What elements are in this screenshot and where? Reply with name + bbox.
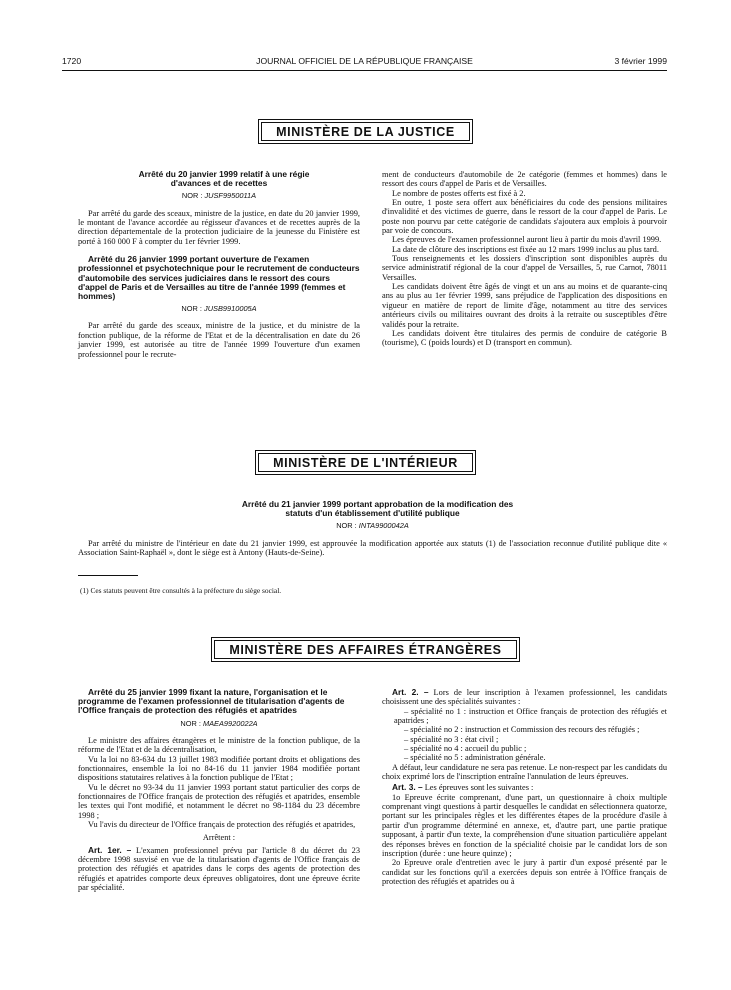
paragraph: Par arrêté du garde des sceaux, ministre de la justice, en date du 20 janvier 1999, le montant de l'avance accordée au régisseur d'avances et de recettes auprès de la direction départementale de la protection judiciaire de la jeunesse du Finistère est porté à 160 000 F à compter du 1er février 1999. (78, 208, 360, 246)
journal-title: JOURNAL OFFICIEL DE LA RÉPUBLIQUE FRANÇAISE (256, 56, 473, 66)
article-3: Art. 3. – Les épreuves sont les suivantes : (392, 782, 534, 793)
section-title: MINISTÈRE DES AFFAIRES ÉTRANGÈRES (214, 640, 516, 659)
speciality-item: – spécialité no 5 : administration générale. (404, 753, 546, 763)
section-title: MINISTÈRE DE L'INTÉRIEUR (258, 453, 473, 472)
footnote-rule (78, 575, 138, 576)
arretent: Arrêtent : (202, 833, 236, 843)
paragraph: ment de conducteurs d'automobile de 2e catégorie (femmes et hommes) dans le ressort des cours d'appel de Paris et de Versailles. (382, 170, 667, 189)
speciality-item: – spécialité no 1 : instruction et Office français de protection des réfugiés et apatrides ; (394, 706, 667, 726)
justice-left-column (78, 170, 360, 359)
decree-title: Arrêté du 20 janvier 1999 relatif à une régie d'avances et de recettes (138, 169, 310, 189)
paragraph: Les candidats doivent être titulaires des permis de conduire de catégorie B (tourisme), C (poids lourds) et D (transport en commun). (382, 328, 667, 348)
section-justice (0, 119, 731, 144)
article-2: Art. 2. – Lors de leur inscription à l'examen professionnel, les candidats choisissent une des spécialités suivantes : (382, 687, 667, 707)
paragraph: 1o Epreuve écrite comprenant, d'une part, un questionnaire à choix multiple comprenant vingt questions à partir desquelles le candidat en sélectionnera quatorze, portant sur les principales règles et les différentes étapes de la procédure d'asile à partir d'un programme déterminé en annexe, et, d'autre part, une partie pratique supposant, à partir d'un texte, la compréhension d'une situation particulière appelant des réponses brèves en fonction de la spécialité choisie par le candidat lors de son inscription (durée : une heure quinze) ; (382, 792, 667, 858)
section-title: MINISTÈRE DE LA JUSTICE (261, 122, 470, 141)
paragraph: Vu le décret no 93-34 du 11 janvier 1993 portant statut particulier des corps de fonctionnaires de l'Office français de protection des réfugiés et apatrides, ensemble les textes qui l'ont modifié, et notamment le décret no 98-1184 du 23 décembre 1998 ; (78, 782, 360, 820)
paragraph: Les épreuves de l'examen professionnel auront lieu à partir du mois d'avril 1999. (392, 235, 662, 245)
paragraph: En outre, 1 poste sera offert aux bénéficiaires du code des pensions militaires d'invalidité et des victimes de guerre, dans le ressort de la cour d'appel de Paris. Le poste non pourvu par cette catégorie de candidats s'ajoutera aux emplois à pourvoir par voie de concours. (382, 198, 667, 236)
nor-reference: NOR : JUSB9910005A (181, 304, 257, 314)
decree-title: Arrêté du 21 janvier 1999 portant approbation de la modification des statuts d'un établissement d'utilité publique (241, 499, 514, 519)
speciality-item: – spécialité no 3 : état civil ; (404, 734, 499, 744)
paragraph: Les candidats doivent être âgés de vingt et un ans au moins et de quarante-cinq ans au plus au 1er février 1999, sans préjudice de l'application des dispositions en vigueur en matière de report de limite d'âge, notamment au titre des services antérieurs civils ou militaires ouvrant des droits à la retraite ou susceptibles d'être validés pour la retraite. (382, 282, 667, 329)
paragraph: 2o Epreuve orale d'entretien avec le jury à partir d'un exposé présenté par le candidat sur les fonctions qu'il a exercées depuis son entrée à l'Office français de protection des réfugiés et apatrides ou à (382, 858, 667, 886)
interieur-block (78, 500, 667, 558)
footnote: (1) Ces statuts peuvent être consultés à la préfecture du siège social. (80, 586, 282, 595)
etrangeres-left-column (78, 688, 360, 892)
decree-title: Arrêté du 25 janvier 1999 fixant la nature, l'organisation et le programme de l'examen professionnel de titularisation d'agents de l'Office français de protection des réfugiés et apatrides (78, 687, 345, 716)
paragraph: Vu l'avis du directeur de l'Office français de protection des réfugiés et apatrides, (88, 820, 356, 830)
justice-right-column (382, 170, 667, 348)
article-1: Art. 1er. – L'examen professionnel prévu par l'article 8 du décret du 23 décembre 1998 susvisé en vue de la titularisation d'agents de l'Office français de protection des réfugiés et apatrides dans le corps des agents de protection des réfugiés et apatrides comporte deux épreuves obligatoires, dont une épreuve écrite par spécialité. (78, 844, 360, 893)
paragraph: Le nombre de postes offerts est fixé à 2. (392, 188, 526, 198)
paragraph: La date de clôture des inscriptions est fixée au 12 mars 1999 inclus au plus tard. (392, 244, 659, 254)
nor-reference: NOR : INTA9900042A (336, 521, 409, 531)
page-number: 1720 (62, 56, 82, 66)
section-box (211, 637, 519, 662)
paragraph: Par arrêté du ministre de l'intérieur en date du 21 janvier 1999, est approuvée la modification apportée aux statuts (1) de l'association reconnue d'utilité publique dite « Association Saint-Raphaël », dont le siège est à Antony (Hauts-de-Seine). (78, 538, 667, 558)
decree-title: Arrêté du 26 janvier 1999 portant ouverture de l'examen professionnel et psychotechnique pour le recrutement de conducteurs d'automobile des services judiciaires dans le ressort des cours d'appel de Paris et de Versailles au titre de l'année 1999 (femmes et hommes) (78, 254, 360, 301)
nor-reference: NOR : JUSF9950011A (181, 191, 257, 201)
section-box (258, 119, 473, 144)
paragraph: A défaut, leur candidature ne sera pas retenue. Le non-respect par les candidats du choix exprimé lors de l'inscription entraîne l'annulation de leurs épreuves. (382, 762, 667, 782)
running-header (62, 56, 667, 68)
issue-date: 3 février 1999 (614, 56, 667, 66)
speciality-item: – spécialité no 4 : accueil du public ; (404, 744, 527, 754)
paragraph: Par arrêté du garde des sceaux, ministre de la justice, et du ministre de la fonction publique, de la réforme de l'Etat et de la décentralisation en date du 26 janvier 1999, est autorisée au titre de l'année 1999 l'ouverture d'un examen professionnel pour le recrute- (78, 321, 360, 359)
speciality-item: – spécialité no 2 : instruction et Commission des recours des réfugiés ; (404, 725, 640, 735)
section-box (255, 450, 476, 475)
header-rule (62, 70, 667, 71)
etrangeres-right-column (382, 688, 667, 886)
nor-reference: NOR : MAEA9920022A (180, 718, 258, 728)
paragraph: Vu la loi no 83-634 du 13 juillet 1983 modifiée portant droits et obligations des fonctionnaires, ensemble la loi no 84-16 du 11 janvier 1984 modifiée portant dispositions statutaires relatives à la fonction publique de l'Etat ; (78, 754, 360, 783)
paragraph: Tous renseignements et les dossiers d'inscription sont disponibles auprès du service administratif régional de la cour d'appel de Versailles, 5, rue Carnot, 78011 Versailles. (382, 254, 667, 282)
section-etrangeres (0, 637, 731, 662)
paragraph: Le ministre des affaires étrangères et le ministre de la fonction publique, de la réforme de l'Etat et de la décentralisation, (78, 735, 360, 755)
section-interieur (0, 450, 731, 475)
